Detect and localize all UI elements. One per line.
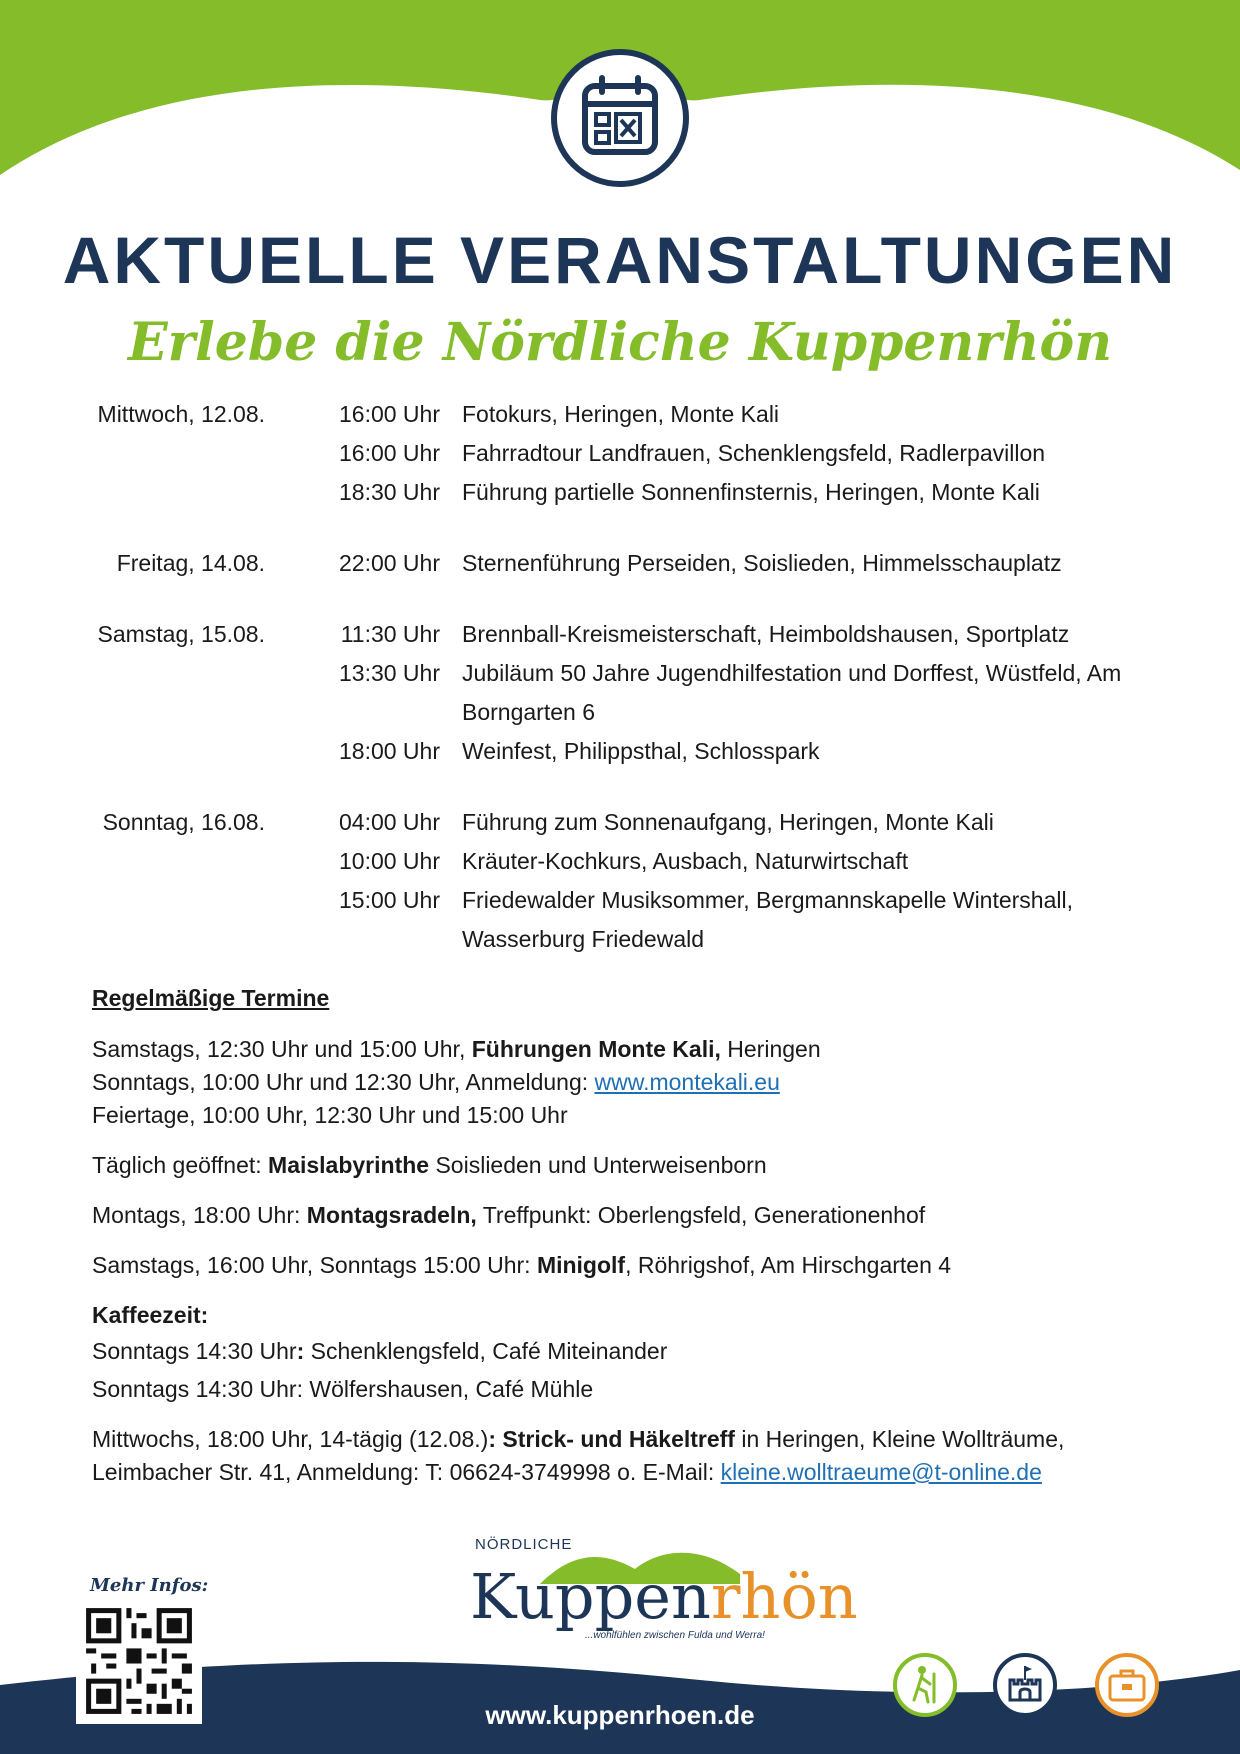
event-row xyxy=(0,732,1240,771)
event-desc: Kräuter-Kochkurs, Ausbach, Naturwirtschaft xyxy=(462,848,909,874)
kaffeezeit-line-1: Sonntags 14:30 Uhr: Schenklengsfeld, Café Miteinander xyxy=(92,1338,668,1364)
event-time: 18:00 Uhr xyxy=(338,738,440,764)
event-row xyxy=(0,615,1240,654)
event-row xyxy=(0,842,1240,881)
event-desc: Fotokurs, Heringen, Monte Kali xyxy=(462,401,780,427)
footer-url[interactable]: www.kuppenrhoen.de xyxy=(485,1700,755,1730)
calendar-icon xyxy=(550,48,690,188)
maislabyrinth-line: Täglich geöffnet: Maislabyrinthe Soislieden und Unterweisenborn xyxy=(92,1152,767,1178)
event-row xyxy=(0,434,1240,473)
regular-dates xyxy=(92,982,1172,1489)
day-label: Mittwoch, 12.08. xyxy=(97,401,265,427)
event-time: 10:00 Uhr xyxy=(338,848,440,874)
event-row xyxy=(0,654,1240,732)
day-label: Sonntag, 16.08. xyxy=(102,809,265,835)
event-time: 13:30 Uhr xyxy=(338,660,440,686)
kuppenrhoen-logo xyxy=(460,1530,858,1650)
event-time: 15:00 Uhr xyxy=(338,887,440,913)
event-time: 11:30 Uhr xyxy=(340,621,440,647)
event-list xyxy=(0,395,1240,959)
page-subtitle: Erlebe die Nördliche Kuppenrhön xyxy=(127,312,1112,373)
day-block xyxy=(0,395,1240,512)
event-time: 22:00 Uhr xyxy=(338,550,440,576)
event-time: 04:00 Uhr xyxy=(338,809,440,835)
event-row xyxy=(0,473,1240,512)
event-desc: Führung zum Sonnenaufgang, Heringen, Monte Kali xyxy=(462,809,994,835)
strick-line-2: Leimbacher Str. 41, Anmeldung: T: 06624-3749998 o. E-Mail: kleine.wolltraeume@t-online.de xyxy=(92,1459,1042,1485)
montagsradeln-line: Montags, 18:00 Uhr: Montagsradeln, Treffpunkt: Oberlengsfeld, Generationenhof xyxy=(92,1202,926,1228)
logo-wordmark: Kuppenrhön xyxy=(470,1560,858,1633)
monte-kali-line-3: Feiertage, 10:00 Uhr, 12:30 Uhr und 15:00 Uhr xyxy=(92,1102,568,1128)
event-time: 16:00 Uhr xyxy=(338,401,440,427)
event-row xyxy=(0,803,1240,842)
regular-heading: Regelmäßige Termine xyxy=(92,985,330,1011)
event-desc: Brennball-Kreismeisterschaft, Heimboldshausen, Sportplatz xyxy=(462,621,1070,647)
day-label: Samstag, 15.08. xyxy=(97,621,265,647)
event-desc: Sternenführung Perseiden, Soislieden, Himmelsschauplatz xyxy=(462,550,1062,576)
logo-small-text: NÖRDLICHE xyxy=(475,1536,573,1553)
event-desc: Friedewalder Musiksommer, Bergmannskapelle Wintershall, Wasserburg Friedewald xyxy=(462,887,1074,952)
hiker-icon xyxy=(892,1652,958,1718)
event-time: 18:30 Uhr xyxy=(338,479,440,505)
minigolf-line: Samstags, 16:00 Uhr, Sonntags 15:00 Uhr: Minigolf, Röhrigshof, Am Hirschgarten 4 xyxy=(92,1252,952,1278)
monte-kali-line-2: Sonntags, 10:00 Uhr und 12:30 Uhr, Anmeldung: www.montekali.eu xyxy=(92,1069,780,1095)
day-block xyxy=(0,803,1240,959)
day-block xyxy=(0,544,1240,583)
event-time: 16:00 Uhr xyxy=(338,440,440,466)
kaffeezeit-line-2: Sonntags 14:30 Uhr: Wölfershausen, Café Mühle xyxy=(92,1376,594,1402)
strick-line-1: Mittwochs, 18:00 Uhr, 14-tägig (12.08.): Strick- und Häkeltreff in Heringen, Kleine Wollträume, xyxy=(92,1426,1065,1452)
event-row xyxy=(0,395,1240,434)
event-desc: Führung partielle Sonnenfinsternis, Heringen, Monte Kali xyxy=(462,479,1040,505)
more-info-label: Mehr Infos: xyxy=(90,1575,209,1596)
event-row xyxy=(0,544,1240,583)
monte-kali-line-1: Samstags, 12:30 Uhr und 15:00 Uhr, Führungen Monte Kali, Heringen xyxy=(92,1036,821,1062)
event-row xyxy=(0,881,1240,959)
day-block xyxy=(0,615,1240,771)
page-title: AKTUELLE VERANSTALTUNGEN xyxy=(62,223,1178,297)
event-desc: Jubiläum 50 Jahre Jugendhilfestation und Dorffest, Wüstfeld, Am Borngarten 6 xyxy=(462,660,1122,725)
event-desc: Fahrradtour Landfrauen, Schenklengsfeld, Radlerpavillon xyxy=(462,440,1046,466)
kaffeezeit-heading: Kaffeezeit: xyxy=(92,1302,209,1328)
castle-icon xyxy=(992,1652,1058,1718)
event-desc: Weinfest, Philippsthal, Schlosspark xyxy=(462,738,820,764)
email-link[interactable]: kleine.wolltraeume@t-online.de xyxy=(720,1459,1042,1485)
suitcase-icon xyxy=(1094,1652,1160,1718)
day-label: Freitag, 14.08. xyxy=(116,550,265,576)
montekali-link[interactable]: www.montekali.eu xyxy=(594,1069,780,1095)
logo-tagline: ...wohlfühlen zwischen Fulda und Werra! xyxy=(585,1630,765,1641)
